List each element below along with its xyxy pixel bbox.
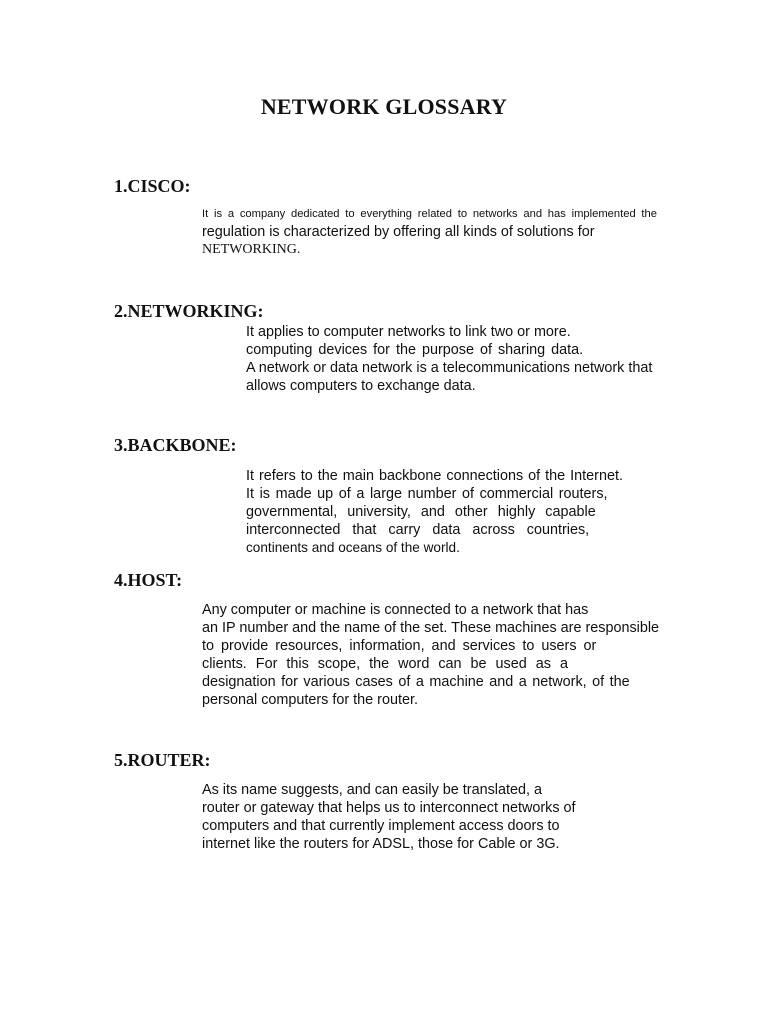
body-line: continents and oceans of the world. bbox=[246, 540, 460, 555]
body-line: It refers to the main backbone connections of the Internet. bbox=[246, 468, 623, 484]
section-body-backbone bbox=[246, 467, 646, 557]
body-line: to provide resources, information, and services to users or bbox=[202, 638, 597, 654]
body-line: allows computers to exchange data. bbox=[246, 378, 476, 394]
body-line: clients. For this scope, the word can be used as a bbox=[202, 656, 568, 672]
body-line: designation for various cases of a machine and a network, of the bbox=[202, 674, 630, 690]
body-line: Any computer or machine is connected to a network that has bbox=[202, 602, 589, 618]
body-line: governmental, university, and other highly capable bbox=[246, 504, 596, 520]
body-line: It applies to computer networks to link two or more. bbox=[246, 324, 571, 340]
section-heading-cisco: 1.CISCO: bbox=[114, 176, 191, 196]
section-heading-networking: 2.NETWORKING: bbox=[114, 301, 264, 321]
section-body-router bbox=[202, 781, 622, 853]
body-line: personal computers for the router. bbox=[202, 692, 418, 708]
body-line: internet like the routers for ADSL, those for Cable or 3G. bbox=[202, 836, 560, 852]
page-title: NETWORK GLOSSARY bbox=[260, 94, 508, 119]
body-line: A network or data network is a telecommunications network that bbox=[246, 360, 653, 376]
body-line: an IP number and the name of the set. These machines are responsible bbox=[202, 620, 660, 636]
body-line: interconnected that carry data across countries, bbox=[246, 522, 590, 538]
body-line: It is made up of a large number of commercial routers, bbox=[246, 486, 608, 502]
body-line: computing devices for the purpose of sharing data. bbox=[246, 342, 584, 358]
body-line: As its name suggests, and can easily be translated, a bbox=[202, 782, 542, 798]
body-line: computers and that currently implement access doors to bbox=[202, 818, 560, 834]
section-body-networking bbox=[246, 323, 666, 395]
section-heading-router: 5.ROUTER: bbox=[114, 750, 211, 770]
section-heading-backbone: 3.BACKBONE: bbox=[114, 435, 237, 455]
body-line: NETWORKING. bbox=[202, 242, 301, 257]
body-line: router or gateway that helps us to interconnect networks of bbox=[202, 800, 576, 816]
section-body-cisco bbox=[202, 205, 657, 259]
section-body-host bbox=[202, 601, 672, 709]
body-line: It is a company dedicated to everything related to networks and has implemented the bbox=[202, 208, 657, 220]
body-line: regulation is characterized by offering all kinds of solutions for bbox=[202, 224, 595, 240]
section-heading-host: 4.HOST: bbox=[114, 570, 183, 590]
